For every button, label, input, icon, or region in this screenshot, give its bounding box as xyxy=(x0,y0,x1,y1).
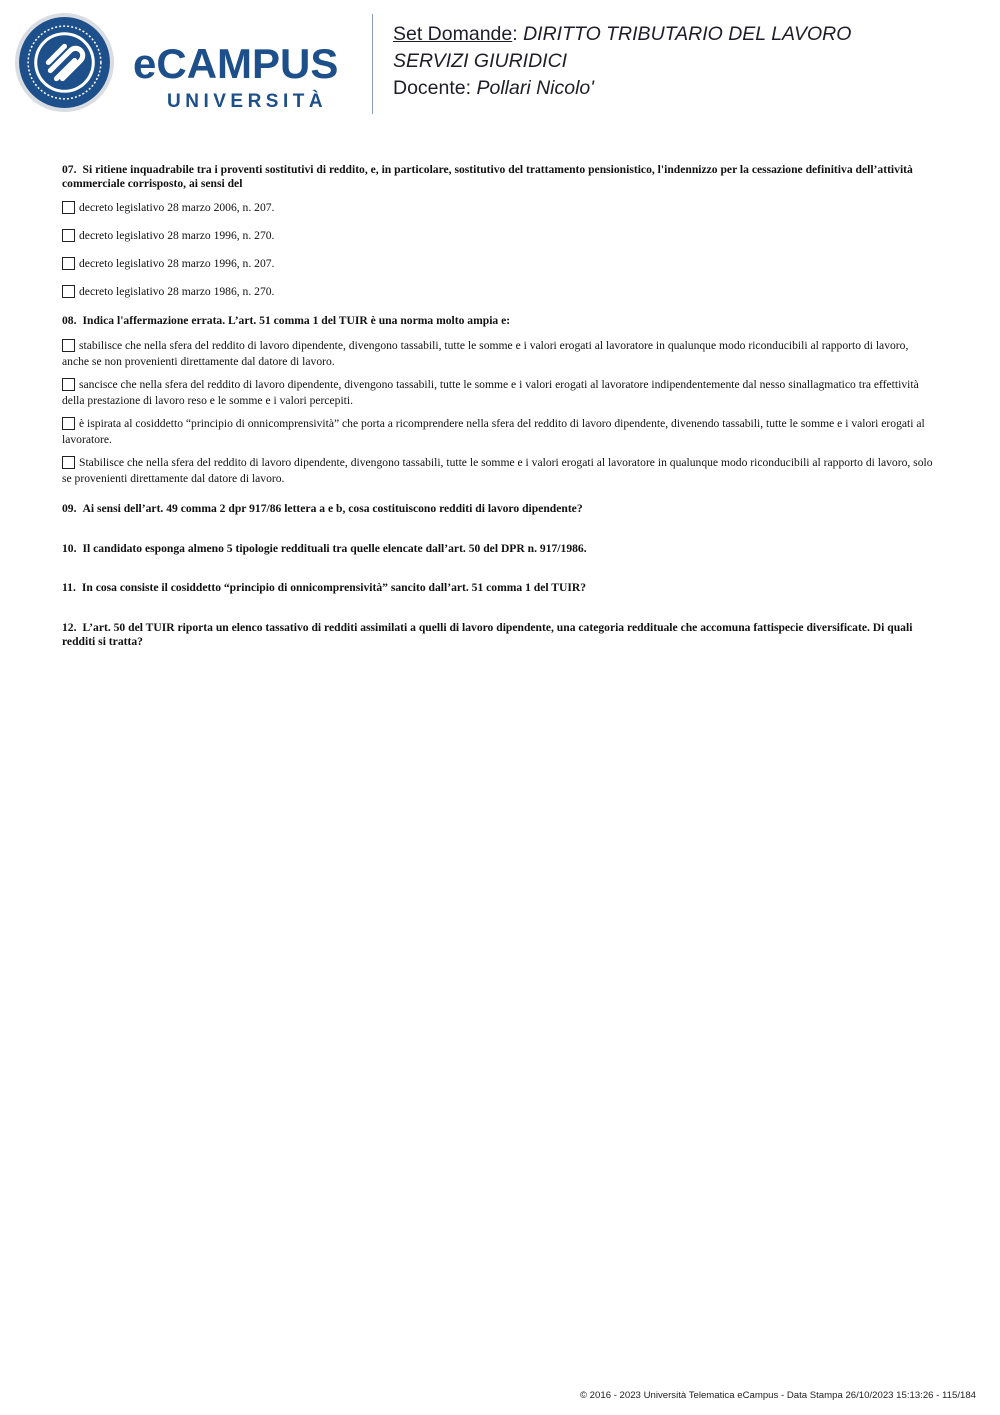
answer-options xyxy=(62,338,937,486)
questions-list xyxy=(62,163,937,648)
course-title-line1: DIRITTO TRIBUTARIO DEL LAVORO xyxy=(523,23,852,45)
teacher-name: Pollari Nicolo' xyxy=(476,77,594,99)
answer-option xyxy=(62,256,937,272)
answer-option xyxy=(62,338,937,369)
header-info xyxy=(393,21,851,102)
option-text: Stabilisce che nella sfera del reddito di lavoro dipendente, divengono tassabili, tutte le somme e i valori erogati al lavoratore in qualunque modo riconducibili al rapporto di lavoro, solo se provenienti direttamente dal datore di lavoro. xyxy=(62,456,933,485)
svg-text:eCAMPUS: eCAMPUS xyxy=(133,40,339,87)
answer-option xyxy=(62,228,937,244)
question-title xyxy=(62,502,937,516)
question-title xyxy=(62,581,937,595)
question-text: Si ritiene inquadrabile tra i proventi sostitutivi di reddito, e, in particolare, sostitutivo del trattamento pensionistico, l'indennizzo per la cessazione definitiva dell’attività commerciale corrisposto, ai sensi del xyxy=(62,163,913,190)
answer-checkbox[interactable] xyxy=(62,201,75,214)
answer-option xyxy=(62,455,937,486)
answer-checkbox[interactable] xyxy=(62,285,75,298)
ecampus-seal-logo xyxy=(14,12,115,113)
ecampus-wordmark-logo xyxy=(133,40,358,112)
answer-option xyxy=(62,416,937,447)
question-number: 09. xyxy=(62,502,77,516)
answer-checkbox[interactable] xyxy=(62,257,75,270)
question-12 xyxy=(62,621,937,648)
question-title xyxy=(62,163,937,190)
answer-option xyxy=(62,377,937,408)
question-title xyxy=(62,542,937,556)
question-number: 11. xyxy=(62,581,76,595)
question-07 xyxy=(62,163,937,300)
teacher-line xyxy=(393,75,851,102)
question-text: In cosa consiste il cosiddetto “principio di onnicomprensività” sancito dall’art. 51 comma 1 del TUIR? xyxy=(81,581,587,595)
header-divider xyxy=(372,14,373,114)
course-line xyxy=(393,48,851,75)
question-number: 12. xyxy=(62,621,77,635)
answer-option xyxy=(62,284,937,300)
question-text: Il candidato esponga almeno 5 tipologie reddituali tra quelle elencate dall’art. 50 del DPR n. 917/1986. xyxy=(82,541,587,555)
option-text: stabilisce che nella sfera del reddito di lavoro dipendente, divengono tassabili, tutte le somme e i valori erogati al lavoratore in qualunque modo riconducibili al rapporto di lavoro, anche se non provenienti direttamente dal datore di lavoro. xyxy=(62,339,909,368)
teacher-label: Docente: xyxy=(393,77,472,99)
course-title-line2: SERVIZI GIURIDICI xyxy=(393,50,568,72)
question-number: 10. xyxy=(62,541,77,555)
question-text: Indica l'affermazione errata. L’art. 51 comma 1 del TUIR è una norma molto ampia e: xyxy=(82,313,511,327)
answer-checkbox[interactable] xyxy=(62,417,75,430)
answer-checkbox[interactable] xyxy=(62,339,75,352)
page-footer: © 2016 - 2023 Università Telematica eCampus - Data Stampa 26/10/2023 15:13:26 - 115/184 xyxy=(579,1390,976,1401)
answer-checkbox[interactable] xyxy=(62,456,75,469)
question-09 xyxy=(62,502,937,516)
page-header xyxy=(0,0,1000,120)
option-text: decreto legislativo 28 marzo 1996, n. 207. xyxy=(79,257,275,271)
question-text: Ai sensi dell’art. 49 comma 2 dpr 917/86 lettera a e b, cosa costituiscono redditi di lavoro dipendente? xyxy=(82,502,583,516)
option-text: sancisce che nella sfera del reddito di lavoro dipendente, divengono tassabili, tutte le somme e i valori erogati al lavoratore indipendentemente dal nesso sinallagmatico tra effettività della prestazione di lavoro reso e le somme e i valori percepiti. xyxy=(62,378,919,407)
option-text: decreto legislativo 28 marzo 1986, n. 270. xyxy=(79,285,275,299)
question-10 xyxy=(62,542,937,556)
answer-options xyxy=(62,200,937,300)
set-line xyxy=(393,21,851,48)
set-separator: : xyxy=(512,23,518,45)
option-text: è ispirata al cosiddetto “principio di onnicomprensività” che porta a ricomprendere nella sfera del reddito di lavoro dipendente, divenendo tassabili, tutte le somme e i valori erogati al lavoratore. xyxy=(62,417,925,446)
answer-checkbox[interactable] xyxy=(62,229,75,242)
question-text: L’art. 50 del TUIR riporta un elenco tassativo di redditi assimilati a quelli di lavoro dipendente, una categoria reddituale che accomuna fattispecie diversificate. Di quali redditi si tratta? xyxy=(62,621,913,648)
question-title xyxy=(62,621,937,648)
answer-checkbox[interactable] xyxy=(62,378,75,391)
option-text: decreto legislativo 28 marzo 1996, n. 270. xyxy=(79,229,275,243)
set-label: Set Domande xyxy=(393,23,513,45)
question-number: 07. xyxy=(62,163,77,176)
question-number: 08. xyxy=(62,313,77,327)
answer-option xyxy=(62,200,937,216)
question-title xyxy=(62,314,937,328)
svg-text:UNIVERSITÀ: UNIVERSITÀ xyxy=(167,91,328,112)
question-11 xyxy=(62,581,937,595)
option-text: decreto legislativo 28 marzo 2006, n. 207. xyxy=(79,201,275,215)
question-08 xyxy=(62,314,937,487)
